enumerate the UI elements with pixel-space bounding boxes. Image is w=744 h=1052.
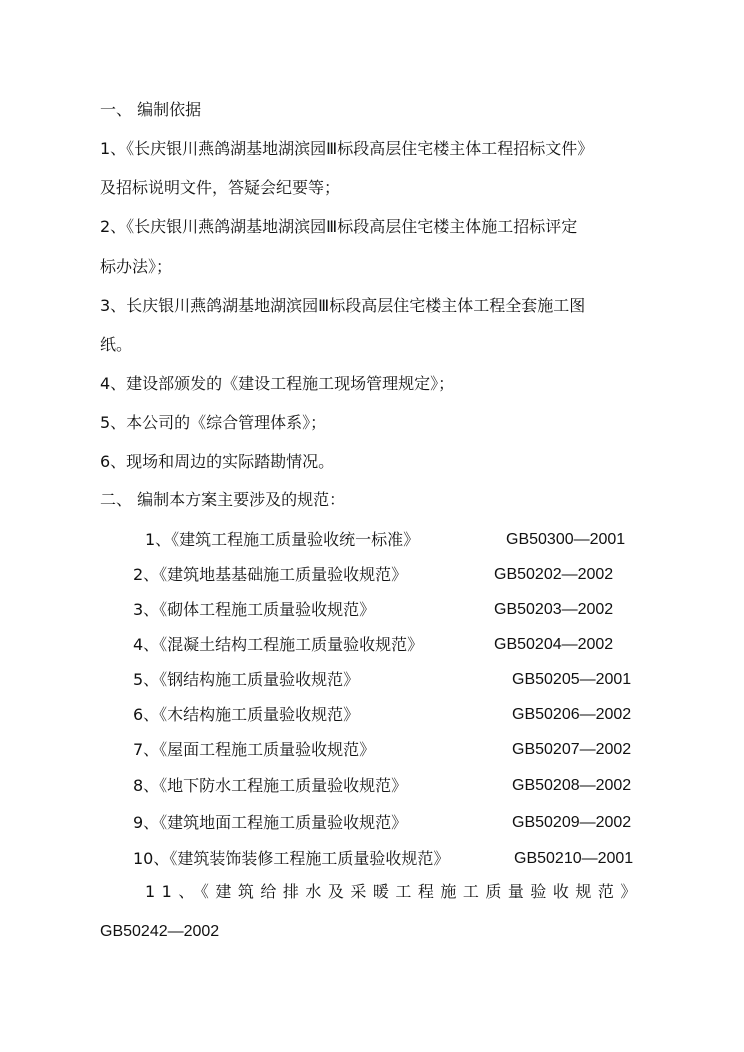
norm-code: GB50209—2002 (512, 814, 632, 831)
norm-title: 3、《砌体工程施工质量验收规范》 (133, 600, 376, 619)
norm-code: GB50207—2002 (512, 741, 632, 758)
norm-code: GB50300—2001 (506, 531, 626, 548)
norm-title: 6、《木结构施工质量验收规范》 (133, 705, 360, 724)
norm-title: 10、《建筑装饰装修工程施工质量验收规范》 (133, 849, 450, 868)
basis-item-3: 3、长庆银川燕鸽湖基地湖滨园Ⅲ标段高层住宅楼主体工程全套施工图 (100, 296, 586, 315)
norm-code: GB50242—2002 (100, 923, 220, 940)
norm-title: 11、《建筑给排水及采暖工程施工质量验收规范》 (145, 882, 643, 901)
norm-title: 8、《地下防水工程施工质量验收规范》 (133, 776, 408, 795)
basis-item-1-cont: 及招标说明文件，答疑会纪要等； (100, 178, 341, 197)
norm-code: GB50203—2002 (494, 601, 614, 618)
basis-item-5: 5、本公司的《综合管理体系》； (100, 413, 327, 432)
norm-title: 7、《屋面工程施工质量验收规范》 (133, 740, 376, 759)
basis-item-2-cont: 标办法》； (100, 257, 173, 276)
norm-code: GB50205—2001 (512, 671, 632, 688)
norm-title: 9、《建筑地面工程施工质量验收规范》 (133, 813, 408, 832)
norm-title: 1、《建筑工程施工质量验收统一标准》 (145, 530, 420, 549)
norm-code: GB50208—2002 (512, 777, 632, 794)
norm-title: 5、《钢结构施工质量验收规范》 (133, 670, 360, 689)
norm-title: 4、《混凝土结构工程施工质量验收规范》 (133, 635, 424, 654)
basis-item-6: 6、现场和周边的实际踏勘情况。 (100, 452, 335, 471)
basis-item-2: 2、《长庆银川燕鸽湖基地湖滨园Ⅲ标段高层住宅楼主体施工招标评定 (100, 217, 578, 236)
basis-item-4: 4、建设部颁发的《建设工程施工现场管理规定》； (100, 374, 455, 393)
basis-heading: 一、 编制依据 (100, 100, 202, 119)
norms-heading: 二、 编制本方案主要涉及的规范： (100, 490, 346, 509)
norm-code: GB50210—2001 (514, 850, 634, 867)
norm-code: GB50202—2002 (494, 566, 614, 583)
basis-item-3-cont: 纸。 (100, 335, 133, 354)
basis-item-1: 1、《长庆银川燕鸽湖基地湖滨园Ⅲ标段高层住宅楼主体工程招标文件》 (100, 139, 594, 158)
norm-title: 2、《建筑地基基础施工质量验收规范》 (133, 565, 408, 584)
norm-code: GB50204—2002 (494, 636, 614, 653)
norm-code: GB50206—2002 (512, 706, 632, 723)
